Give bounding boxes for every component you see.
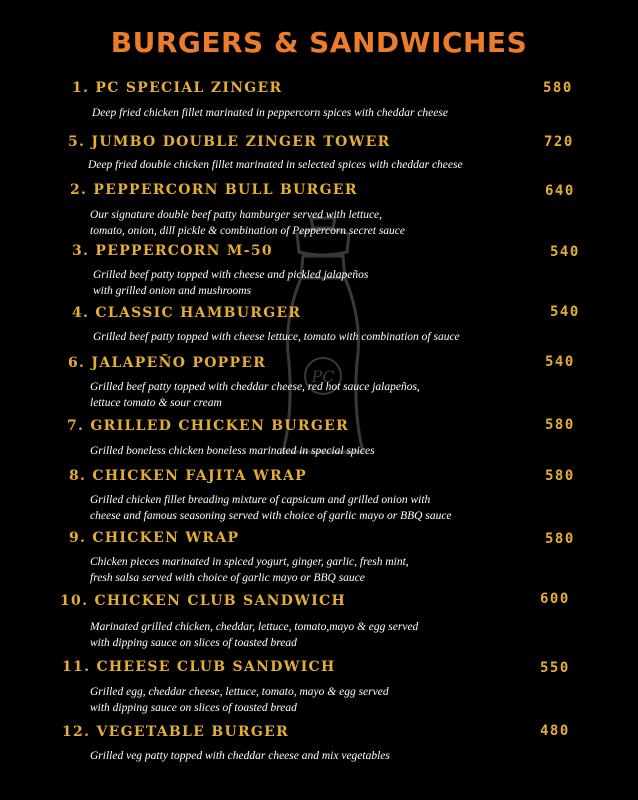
menu-item-description	[90, 554, 409, 586]
menu-item-name	[62, 659, 336, 675]
menu-item-title: VEGETABLE BURGER	[96, 724, 290, 740]
description-line: fresh salsa served with choice of garlic mayo or BBQ sauce	[90, 572, 365, 584]
menu-item-title: CHICKEN WRAP	[92, 530, 240, 546]
menu-item-description	[90, 443, 375, 459]
description-line: Deep fried double chicken fillet marinated in selected spices with cheddar cheese	[88, 159, 463, 171]
menu-item-price: 640	[545, 183, 575, 199]
menu-item-description	[88, 157, 463, 173]
menu-item-name	[60, 593, 346, 609]
description-line: Grilled chicken fillet breading mixture of capsicum and grilled onion with	[90, 494, 431, 506]
description-line: with dipping sauce on slices of toasted bread	[90, 702, 297, 714]
menu-item-description	[90, 492, 452, 524]
menu-item-name	[72, 243, 273, 259]
menu-item-description	[92, 105, 448, 121]
menu-item-price: 540	[550, 244, 580, 260]
menu-item-price: 580	[543, 80, 573, 96]
menu-item-name	[70, 182, 358, 198]
menu-item-price: 550	[540, 660, 570, 676]
description-line: Chicken pieces marinated in spiced yogurt, ginger, garlic, fresh mint,	[90, 556, 409, 568]
menu-item-price: 540	[545, 354, 575, 370]
menu-item-name	[68, 134, 391, 150]
description-line: with dipping sauce on slices of toasted bread	[90, 637, 297, 649]
menu-item-name	[67, 418, 349, 434]
menu-item-price: 580	[545, 468, 575, 484]
menu-item-number: 11.	[62, 659, 91, 675]
menu-item-name	[68, 355, 266, 371]
menu-item-number: 6.	[68, 355, 86, 371]
menu-item-price: 480	[540, 723, 570, 739]
menu-item-description	[90, 207, 405, 239]
menu-item-title: JALAPEÑO POPPER	[91, 355, 267, 371]
description-line: Marinated grilled chicken, cheddar, lettuce, tomato,mayo & egg served	[90, 621, 419, 633]
menu-item-title: CHICKEN CLUB SANDWICH	[94, 593, 347, 609]
menu-item-price: 600	[540, 591, 570, 607]
description-line: Our signature double beef patty hamburger served with lettuce,	[90, 209, 383, 221]
menu-item-number: 2.	[70, 182, 88, 198]
description-line: Grilled beef patty topped with cheese lettuce, tomato with combination of sauce	[93, 331, 460, 343]
menu-item-number: 12.	[62, 724, 91, 740]
menu-item-number: 3.	[72, 243, 90, 259]
description-line: Grilled beef patty topped with cheese and pickled jalapeños	[93, 269, 369, 281]
menu-item-number: 4.	[72, 305, 90, 321]
menu-item-description	[93, 329, 460, 345]
menu-item-description	[90, 619, 418, 651]
menu-item-price: 580	[545, 531, 575, 547]
menu-item-title: PEPPERCORN BULL BURGER	[93, 182, 358, 198]
menu-item-name	[72, 305, 301, 321]
menu-item-name	[62, 724, 289, 740]
menu-item-number: 1.	[72, 80, 90, 96]
menu-item-price: 540	[550, 304, 580, 320]
menu-item-number: 9.	[69, 530, 87, 546]
menu-item-number: 5.	[68, 134, 86, 150]
menu-item-number: 7.	[67, 418, 85, 434]
menu-item-name	[72, 80, 282, 96]
description-line: tomato, onion, dill pickle & combination of Peppercorn secret sauce	[90, 225, 406, 237]
menu-item-title: CHEESE CLUB SANDWICH	[96, 659, 336, 675]
menu-item-title: PC SPECIAL ZINGER	[95, 80, 283, 96]
page-title: BURGERS & SANDWICHES	[110, 26, 528, 59]
menu-item-title: GRILLED CHICKEN BURGER	[90, 418, 350, 434]
description-line: lettuce tomato & sour cream	[90, 397, 222, 409]
description-line: Deep fried chicken fillet marinated in peppercorn spices with cheddar cheese	[92, 107, 448, 119]
description-line: Grilled boneless chicken boneless marinated in special spices	[90, 445, 375, 457]
menu-item-description	[90, 684, 389, 716]
watermark-logo-text: PC	[311, 367, 335, 386]
description-line: Grilled veg patty topped with cheddar cheese and mix vegetables	[90, 750, 390, 762]
menu-item-title: PEPPERCORN M-50	[95, 243, 273, 259]
menu-item-title: CHICKEN FAJITA WRAP	[92, 468, 307, 484]
description-line: Grilled egg, cheddar cheese, lettuce, tomato, mayo & egg served	[90, 686, 389, 698]
description-line: Grilled beef patty topped with cheddar cheese, red hot sauce jalapeños,	[90, 381, 420, 393]
menu-item-description	[90, 748, 390, 764]
description-line: cheese and famous seasoning served with choice of garlic mayo or BBQ sauce	[90, 510, 452, 522]
menu-item-price: 580	[545, 417, 575, 433]
description-line: with grilled onion and mushrooms	[93, 285, 252, 297]
menu-item-description	[90, 379, 420, 411]
menu-item-description	[93, 267, 368, 299]
menu-item-price: 720	[544, 134, 574, 150]
menu-item-number: 10.	[60, 593, 89, 609]
menu-item-name	[69, 530, 239, 546]
menu-item-name	[69, 468, 307, 484]
menu-item-number: 8.	[69, 468, 87, 484]
menu-item-title: JUMBO DOUBLE ZINGER TOWER	[91, 134, 391, 150]
menu-item-title: CLASSIC HAMBURGER	[95, 305, 302, 321]
